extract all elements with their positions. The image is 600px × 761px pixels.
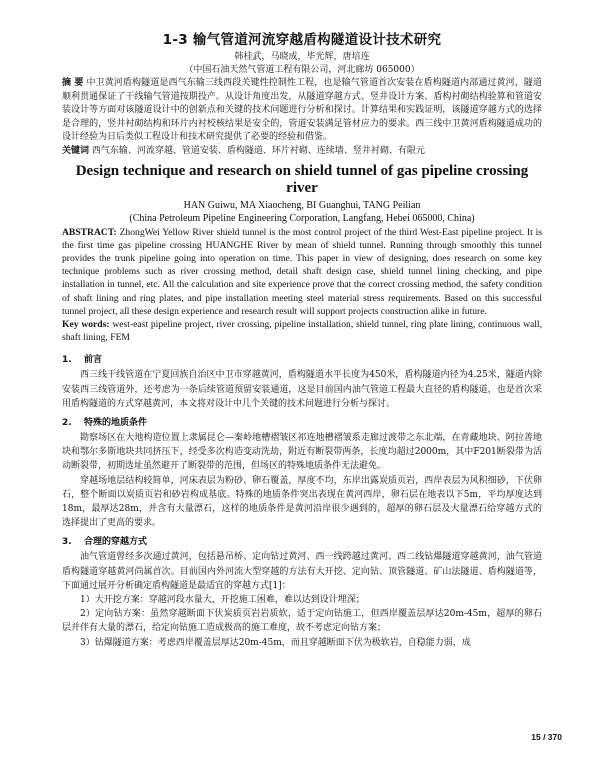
abstract-cn-text: 中卫黄河盾构隧道是西气东输三线西段关键性控制性工程，也是输气管道首次安装在盾构隧道内部通过黄河，隧道顺利贯通保证了干线输气管道按期投产。从设计角度出发，从隧道穿越方式、竖井设计方案、盾构衬砌结构验算和管道安装设计等方面对该隧道设计中的创新点和关键的技术问题进行分析和探讨。计算结果和实践证明，该隧道穿越方式的选择是合理的，竖井衬砌结构和环片内衬校核结果是安全的，管道安装满足管材应力的要求。西三线中卫黄河盾构隧道成功的设计经验为日后类似工程设计和技术研究提供了必要的经验和借鉴。 (62, 78, 542, 143)
abstract-cn (62, 77, 542, 145)
abstract-en-text: ZhongWei Yellow River shield tunnel is the most control project of the third West-East pipeline project. It is the first time gas pipeline crossing HUANGHE River by mean of shield tunnel. Running through smoothly this tunnel provides the trunk pipeline going into operation on time. This paper in view of designing, does research on some key technique problems such as river crossing method, detail shaft design case, shield tunnel lining checking, and pipe installation in tunnel, etc. All the calculation and site experience prove that the correct crossing method, the safety condition of shaft lining and ring plates, and pipe installation meeting steel material stress requirements. Based on this successful tunnel project, all these design experience and research result will support projects construction alike in future. (62, 226, 542, 317)
abstract-en-label: ABSTRACT: (62, 226, 117, 238)
section-1-title: 前言 (84, 355, 103, 366)
affiliation-en: (China Petroleum Pipeline Engineering Corporation, Langfang, Hebei 065000, China) (129, 212, 475, 224)
keywords-en-label: Key words: (62, 318, 110, 330)
keywords-en-text: west-east pipeline project, river crossing, pipeline installation, shield tunnel, ring plate lining, continuous wall, shaft lining, FEM (62, 318, 542, 344)
section-1-paragraph: 西三线干线管道在宁夏回族自治区中卫市穿越黄河，盾构隧道水平长度为450米，盾构隧道内径为4.25米，隧道内除安装西三线管道外，还考虑为一条后续管道预留安装通道，这是目前国内油气管道工程最大直径的盾构隧道，也是首次采用盾构隧道的方式穿越黄河，本文将对设计中几个关键的技术问题进行分析与探讨。 (62, 370, 542, 409)
abstract-en (62, 226, 542, 318)
section-3-item-1: 1）大开挖方案：穿越河段水量大，开挖施工困难，难以达到设计埋深； (80, 595, 365, 606)
keywords-cn-label: 关键词 (62, 145, 90, 156)
authors-cn: 韩桂武，马晓成，毕光辉，唐培连 (234, 52, 370, 62)
section-1-heading (62, 353, 542, 367)
section-3-heading (62, 535, 542, 549)
section-2-paragraph-2: 穿越场地层结构较简单，河床表层为粉砂、卵石覆盖，厚度不均，东岸出露炭质页岩，西岸表层为风积细砂，下伏卵石，整个断面以炭质页岩和砂岩构成基底。特殊的地质条件突出表现在黄河西岸，卵石层在地表以下5m，平均厚度达到18m，最厚达28m，并含有大量漂石，这样的地质条件是黄河沿岸很少遇到的，超厚的卵石层及大量漂石给穿越方式的选择提出了更高的要求。 (62, 475, 542, 529)
page-number: 15 / 370 (531, 732, 562, 742)
section-3-item-3: 3）钻爆隧道方案：考虑西岸覆盖层厚达20m-45m，而且穿越断面下伏为极软岩，自稳能力弱，成 (80, 637, 471, 648)
section-3-title: 合理的穿越方式 (84, 537, 148, 548)
paper-page (62, 28, 542, 650)
authors-en: HAN Guiwu, MA Xiaocheng, BI Guanghui, TANG Peilian (183, 199, 421, 211)
section-3-item-2: 2）定向钻方案：虽然穿越断面下伏炭质页岩岩质软，适于定向钻施工，但西岸覆盖层厚达20m-45m，超厚的卵石层并伴有大量的漂石，给定向钻施工造成极高的施工难度，故不考虑定向钻方案； (62, 609, 542, 634)
section-2-paragraph-1: 勘察场区在大地构造位置上隶属昆仑—秦岭地槽褶皱区祁连地槽褶皱系走廊过渡带之东北端，在青藏地块、阿拉善地块和鄂尔多斯地块共同挤压下，经受多次构造变动洗劫，附近有断裂带两条，长度均超过2000m，其中F201断裂带为活动断裂带，初期选址虽然避开了断裂带的范围，但场区的特殊地质条件无法避免。 (62, 433, 542, 472)
abstract-cn-label: 摘 要 (62, 78, 84, 88)
section-2-title: 特殊的地质条件 (84, 418, 148, 428)
section-2-number: 2. (62, 418, 72, 428)
paper-title-cn: 1-3 输气管道河流穿越盾构隧道设计技术研究 (162, 32, 442, 48)
keywords-en (62, 318, 542, 344)
section-3-number: 3. (62, 537, 72, 548)
section-1-number: 1. (62, 355, 72, 366)
keywords-cn-text: 西气东输、河流穿越、管道安装、盾构隧道、环片衬砌、连续墙、竖井衬砌、有限元 (91, 145, 425, 156)
paper-title-en: Design technique and research on shield tunnel of gas pipeline crossing river (75, 162, 529, 196)
section-3-paragraph-1: 油气管道曾经多次通过黄河，包括悬吊桥、定向钻过黄河、西一线跨越过黄河、西二线钻爆隧道穿越黄河，油气管道盾构隧道穿越黄河尚属首次。目前国内外河流大型穿越的方法有大开挖、定向钻、顶管隧道、矿山法隧道、盾构隧道等，下面通过展开分析确定盾构隧道是最适宜的穿越方式[1]： (62, 552, 542, 591)
keywords-cn (62, 145, 542, 159)
affiliation-cn: （中国石油天然气管道工程有限公司，河北廊坊 065000） (184, 65, 420, 75)
section-2-heading (62, 416, 542, 430)
